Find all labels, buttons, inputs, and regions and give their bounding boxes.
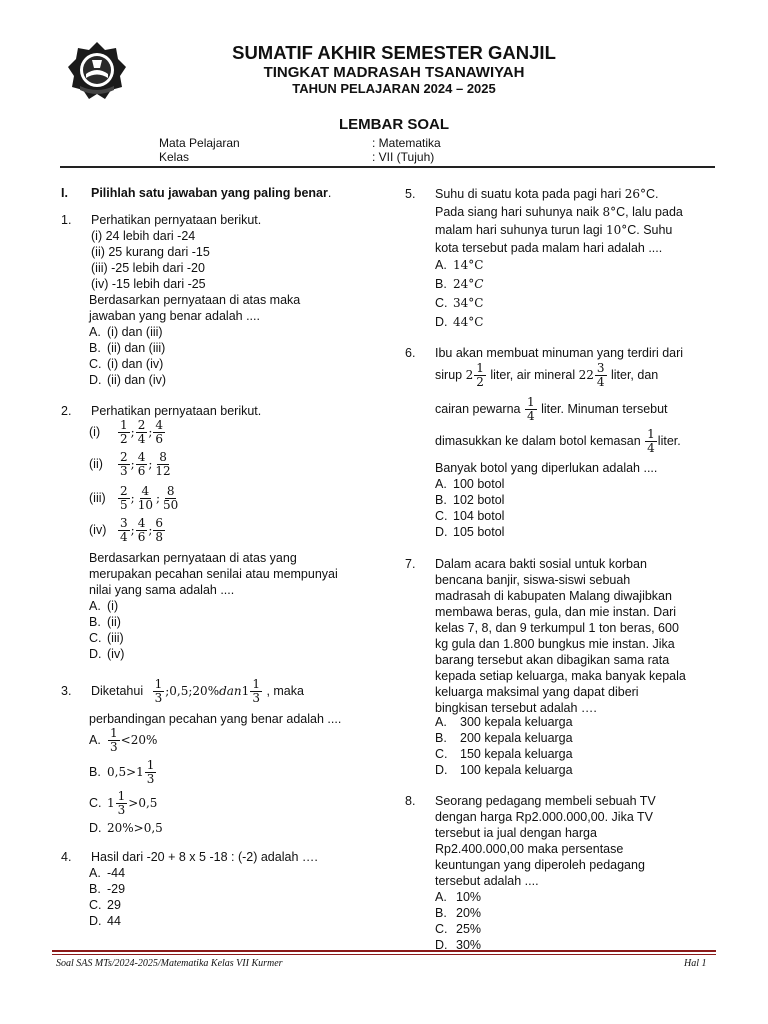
question-8: 8. Seorang pedagang membeli sebuah TV: [405, 794, 656, 808]
meta-value-class: : VII (Tujuh): [372, 150, 435, 164]
q1-prompt: Berdasarkan pernyataan di atas maka: [89, 293, 301, 307]
q1-statement: (ii) 25 kurang dari -15: [91, 245, 210, 259]
q7-text: keluarga maksimal yang dapat diberi: [435, 685, 639, 699]
q8-option[interactable]: D. 30%: [435, 938, 482, 952]
q2-option[interactable]: C. (iii): [89, 631, 124, 645]
q8-text: tersebut adalah ....: [435, 874, 539, 888]
q5-text: Pada siang hari suhunya naik 8°C, lalu pada: [435, 205, 683, 219]
q8-text: dengan harga Rp2.000.000,00. Jika TV: [435, 810, 653, 824]
q6-text: cairan pewarna $\frac{1}{4}$ liter. Minuman tersebut: [435, 395, 668, 423]
q5-option[interactable]: B. 24°C: [435, 277, 484, 291]
question-5: 5. Suhu di suatu kota pada pagi hari 26°C.: [405, 187, 659, 201]
q3-option[interactable]: B. 0,5>1 $\frac{1}{3}$: [89, 758, 155, 786]
page-number: Hal 1: [684, 958, 707, 969]
q7-option[interactable]: B. 200 kepala keluarga: [435, 731, 573, 745]
q6-option[interactable]: C. 104 botol: [435, 509, 505, 523]
q6-text: sirup 2 $\frac{1}{2}$ liter, air mineral 22 $\frac{3}{4}$ liter, dan: [435, 361, 659, 389]
q8-option[interactable]: A. 10%: [435, 890, 482, 904]
q1-statement: (iv) -15 lebih dari -25: [91, 277, 206, 291]
q8-option[interactable]: C. 25%: [435, 922, 482, 936]
q1-option[interactable]: B. (ii) dan (iii): [89, 341, 166, 355]
q7-text: bingkisan tersebut adalah ….: [435, 701, 597, 715]
q2-fraction-set: (iv) $\frac{3}{4}$ ; $\frac{4}{6}$ ; $\frac{6}{8}$: [89, 516, 164, 544]
q5-option[interactable]: A. 14°C: [435, 258, 484, 272]
q2-prompt: merupakan pecahan senilai atau mempunyai: [89, 567, 338, 581]
question-6: 6. Ibu akan membuat minuman yang terdiri dari: [405, 346, 684, 360]
academic-year: TAHUN PELAJARAN 2024 – 2025: [292, 81, 496, 96]
footer-rule: [52, 954, 716, 955]
q6-text: Banyak botol yang diperlukan adalah ....: [435, 461, 658, 475]
q8-option[interactable]: B. 20%: [435, 906, 482, 920]
q1-statement: (i) 24 lebih dari -24: [91, 229, 196, 243]
header-divider: [60, 166, 715, 168]
q5-text: malam hari suhunya turun lagi 10°C. Suhu: [435, 223, 673, 237]
q2-option[interactable]: D. (iv): [89, 647, 125, 661]
q6-option[interactable]: B. 102 botol: [435, 493, 505, 507]
q2-fraction-set: (i) $\frac{1}{2}$ ; $\frac{2}{4}$ ; $\frac{4}{6}$: [89, 418, 164, 446]
q1-option[interactable]: A. (i) dan (iii): [89, 325, 163, 339]
q3-option[interactable]: A. $\frac{1}{3}$ <20%: [89, 726, 158, 754]
q8-text: keuntungan yang diperoleh pedagang: [435, 858, 645, 872]
q4-option[interactable]: A. -44: [89, 866, 126, 880]
q2-fraction-set: (ii) $\frac{2}{3}$ ; $\frac{4}{6}$ ; $\frac{8}{12}$: [89, 450, 171, 478]
q5-option[interactable]: C. 34°C: [435, 296, 484, 310]
q4-option[interactable]: C. 29: [89, 898, 121, 912]
q4-option[interactable]: D. 44: [89, 914, 121, 928]
q7-text: bencana banjir, siswa-siswi sebuah: [435, 573, 631, 587]
q8-text: Rp2.400.000,00 maka persentase: [435, 842, 624, 856]
footer-doc-info: Soal SAS MTs/2024-2025/Matematika Kelas VII Kurmer: [56, 958, 283, 969]
q8-text: tersebut ia jual dengan harga: [435, 826, 597, 840]
q3-prompt: perbandingan pecahan yang benar adalah ....: [89, 712, 342, 726]
q7-option[interactable]: D. 100 kepala keluarga: [435, 763, 573, 777]
exam-subtitle: TINGKAT MADRASAH TSANAWIYAH: [263, 64, 525, 81]
q1-option[interactable]: C. (i) dan (iv): [89, 357, 164, 371]
q3-option[interactable]: C. 1 $\frac{1}{3}$ >0,5: [89, 789, 158, 817]
q7-option[interactable]: A. 300 kepala keluarga: [435, 715, 573, 729]
meta-label-subject: Mata Pelajaran: [159, 136, 240, 150]
question-3: 3. Diketahui $\frac{1}{3}$ ;0,5;20%dan1 $\frac{1}{3}$ , maka: [61, 677, 304, 705]
q1-option[interactable]: D. (ii) dan (iv): [89, 373, 167, 387]
q4-option[interactable]: B. -29: [89, 882, 126, 896]
q7-text: madrasah di kabupaten Malang diwajibkan: [435, 589, 672, 603]
q2-prompt: nilai yang sama adalah ....: [89, 583, 235, 597]
q2-option[interactable]: B. (ii): [89, 615, 121, 629]
q6-option[interactable]: D. 105 botol: [435, 525, 505, 539]
meta-label-class: Kelas: [159, 150, 190, 164]
q7-text: barang tersebut akan dibagikan sama rata: [435, 653, 670, 667]
q5-option[interactable]: D. 44°C: [435, 315, 484, 329]
question-4: 4. Hasil dari -20 + 8 x 5 -18 : (-2) adalah ….: [61, 850, 318, 864]
q2-prompt: Berdasarkan pernyataan di atas yang: [89, 551, 297, 565]
q7-option[interactable]: C. 150 kepala keluarga: [435, 747, 573, 761]
section-instruction: I. Pilihlah satu jawaban yang paling benar.: [61, 186, 332, 200]
q6-option[interactable]: A. 100 botol: [435, 477, 505, 491]
q7-text: kelas 7, 8, dan 9 terkumpul 1 ton beras, 600: [435, 621, 679, 635]
q7-text: membawa beras, gula, dan mie instan. Dari: [435, 605, 677, 619]
q1-prompt: jawaban yang benar adalah ....: [89, 309, 260, 323]
sheet-title: LEMBAR SOAL: [339, 116, 449, 133]
q7-text: kg gula dan 1.800 bungkus mie instan. Jika: [435, 637, 675, 651]
q2-fraction-set: (iii) $\frac{2}{5}$ ; $\frac{4}{10}$ ; $\frac{8}{50}$: [89, 484, 179, 512]
q7-text: kepada setiap keluarga, maka banyak kepala: [435, 669, 686, 683]
meta-value-subject: : Matematika: [372, 136, 441, 150]
q2-option[interactable]: A. (i): [89, 599, 119, 613]
exam-title: SUMATIF AKHIR SEMESTER GANJIL: [232, 42, 556, 63]
question-1: 1. Perhatikan pernyataan berikut.: [61, 213, 262, 227]
question-2: 2. Perhatikan pernyataan berikut.: [61, 404, 262, 418]
q3-option[interactable]: D. 20%>0,5: [89, 821, 163, 835]
q1-statement: (iii) -25 lebih dari -20: [91, 261, 205, 275]
q5-text: kota tersebut pada malam hari adalah ....: [435, 241, 663, 255]
footer-rule: [52, 950, 716, 952]
question-7: 7. Dalam acara bakti sosial untuk korban: [405, 557, 647, 571]
q6-text: dimasukkan ke dalam botol kemasan $\frac{1}{4}$ liter.: [435, 427, 681, 455]
